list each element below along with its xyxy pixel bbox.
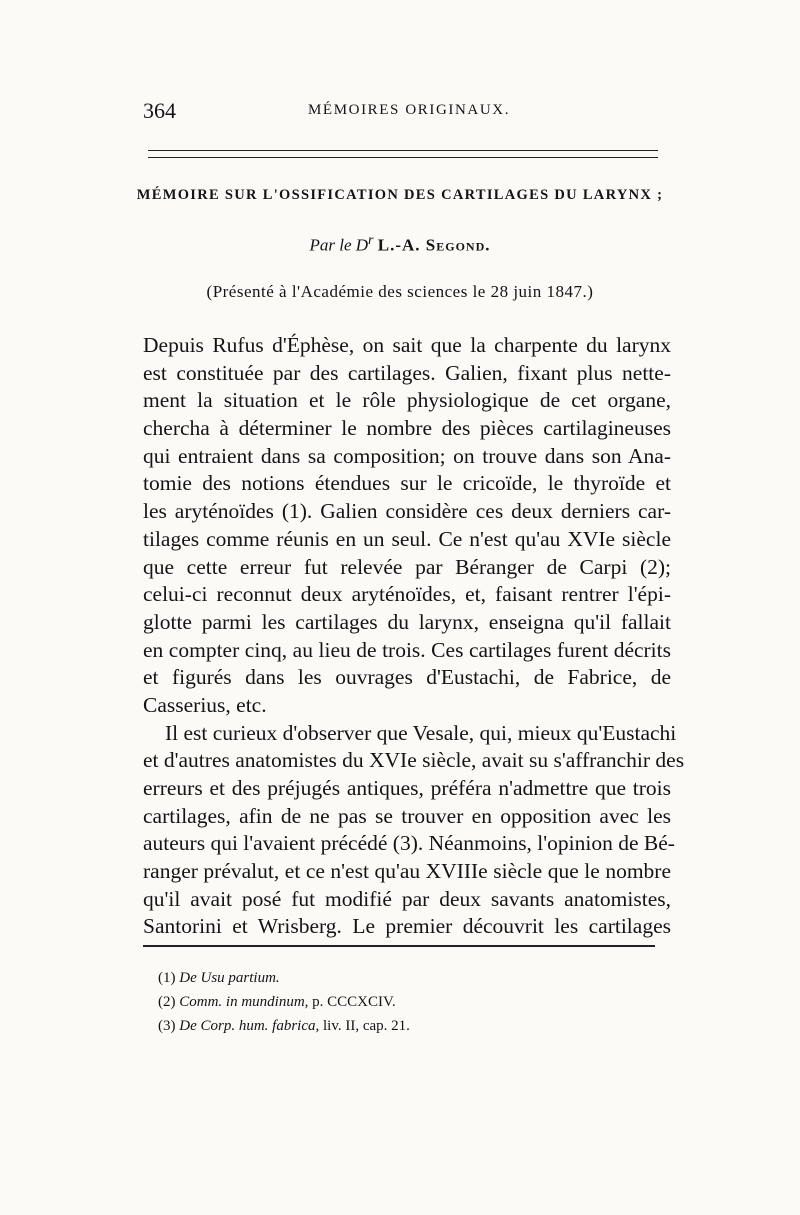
- page-header: [143, 98, 657, 128]
- author-name: L.-A. Segond.: [377, 235, 491, 255]
- footnote-detail: p. CCCXCIV.: [308, 994, 396, 1010]
- body-text: [143, 332, 685, 941]
- text-line: que cette erreur fut relevée par Béranger de Carpi (2);: [143, 554, 671, 579]
- text-line: auteurs qui l'avaient précédé (3). Néanmoins, l'opinion de Bé-: [143, 831, 675, 856]
- text-line: glotte parmi les cartilages du larynx, enseigna qu'il fallait: [143, 609, 671, 634]
- page-number: 364: [143, 98, 176, 123]
- text-line: qu'il avait posé fut modifié par deux savants anatomistes,: [143, 886, 671, 911]
- footnote-number: (1): [158, 970, 176, 986]
- footnote-source: Comm. in mundinum,: [179, 994, 309, 1010]
- footnote-number: (2): [158, 994, 176, 1010]
- text-line: les aryténoïdes (1). Galien considère ces deux derniers car-: [143, 499, 671, 524]
- footnote-source: De Corp. hum. fabrica,: [179, 1018, 320, 1034]
- footnote-number: (3): [158, 1018, 176, 1034]
- text-line: est constituée par des cartilages. Galien, fixant plus nette-: [143, 360, 671, 385]
- text-line: Casserius, etc.: [143, 692, 267, 717]
- text-line: tilages comme réunis en un seul. Ce n'est qu'au XVIe siècle: [143, 526, 671, 551]
- text-line: celui-ci reconnut deux aryténoïdes, et, faisant rentrer l'épi-: [143, 582, 671, 607]
- footnote: [158, 990, 658, 1014]
- running-head: MÉMOIRES ORIGINAUX.: [308, 102, 511, 118]
- footnote-source: De Usu partium.: [179, 970, 280, 986]
- footnote: [158, 966, 658, 990]
- text-line: Santorini et Wrisberg. Le premier découvrit les cartilages: [143, 914, 671, 939]
- article-title: MÉMOIRE SUR L'OSSIFICATION DES CARTILAGES DU LARYNX ;: [136, 187, 664, 203]
- byline-prefix: Par le D: [309, 235, 369, 255]
- text-line: qui entraient dans sa composition; on trouve dans son Ana-: [143, 443, 671, 468]
- footnotes: [158, 966, 658, 1038]
- text-line: chercha à déterminer le nombre des pièces cartilagineuses: [143, 416, 671, 441]
- footnote: [158, 1014, 658, 1038]
- header-double-rule: [148, 150, 658, 158]
- footnote-rule: [143, 945, 655, 947]
- text-line: cartilages, afin de ne pas se trouver en opposition avec les: [143, 803, 671, 828]
- text-line: ranger prévalut, et ce n'est qu'au XVIIIe siècle que le nombre: [143, 859, 671, 884]
- text-line: ment la situation et le rôle physiologique de cet organe,: [143, 388, 671, 413]
- text-line: en compter cinq, au lieu de trois. Ces cartilages furent décrits: [143, 637, 671, 662]
- presentation-note: (Présenté à l'Académie des sciences le 28 juin 1847.): [206, 282, 594, 301]
- footnote-detail: liv. II, cap. 21.: [319, 1018, 410, 1034]
- text-line: tomie des notions étendues sur le cricoïde, le thyroïde et: [143, 471, 671, 496]
- text-line: et figurés dans les ouvrages d'Eustachi, de Fabrice, de: [143, 665, 671, 690]
- text-line: et d'autres anatomistes du XVIe siècle, avait su s'affranchir des: [143, 748, 685, 773]
- byline-superscript: r: [368, 232, 374, 248]
- text-line: Il est curieux d'observer que Vesale, qui, mieux qu'Eustachi: [165, 720, 677, 745]
- text-line: Depuis Rufus d'Éphèse, on sait que la charpente du larynx: [143, 333, 671, 357]
- text-line: erreurs et des préjugés antiques, préféra n'admettre que trois: [143, 776, 671, 800]
- byline: [0, 232, 800, 256]
